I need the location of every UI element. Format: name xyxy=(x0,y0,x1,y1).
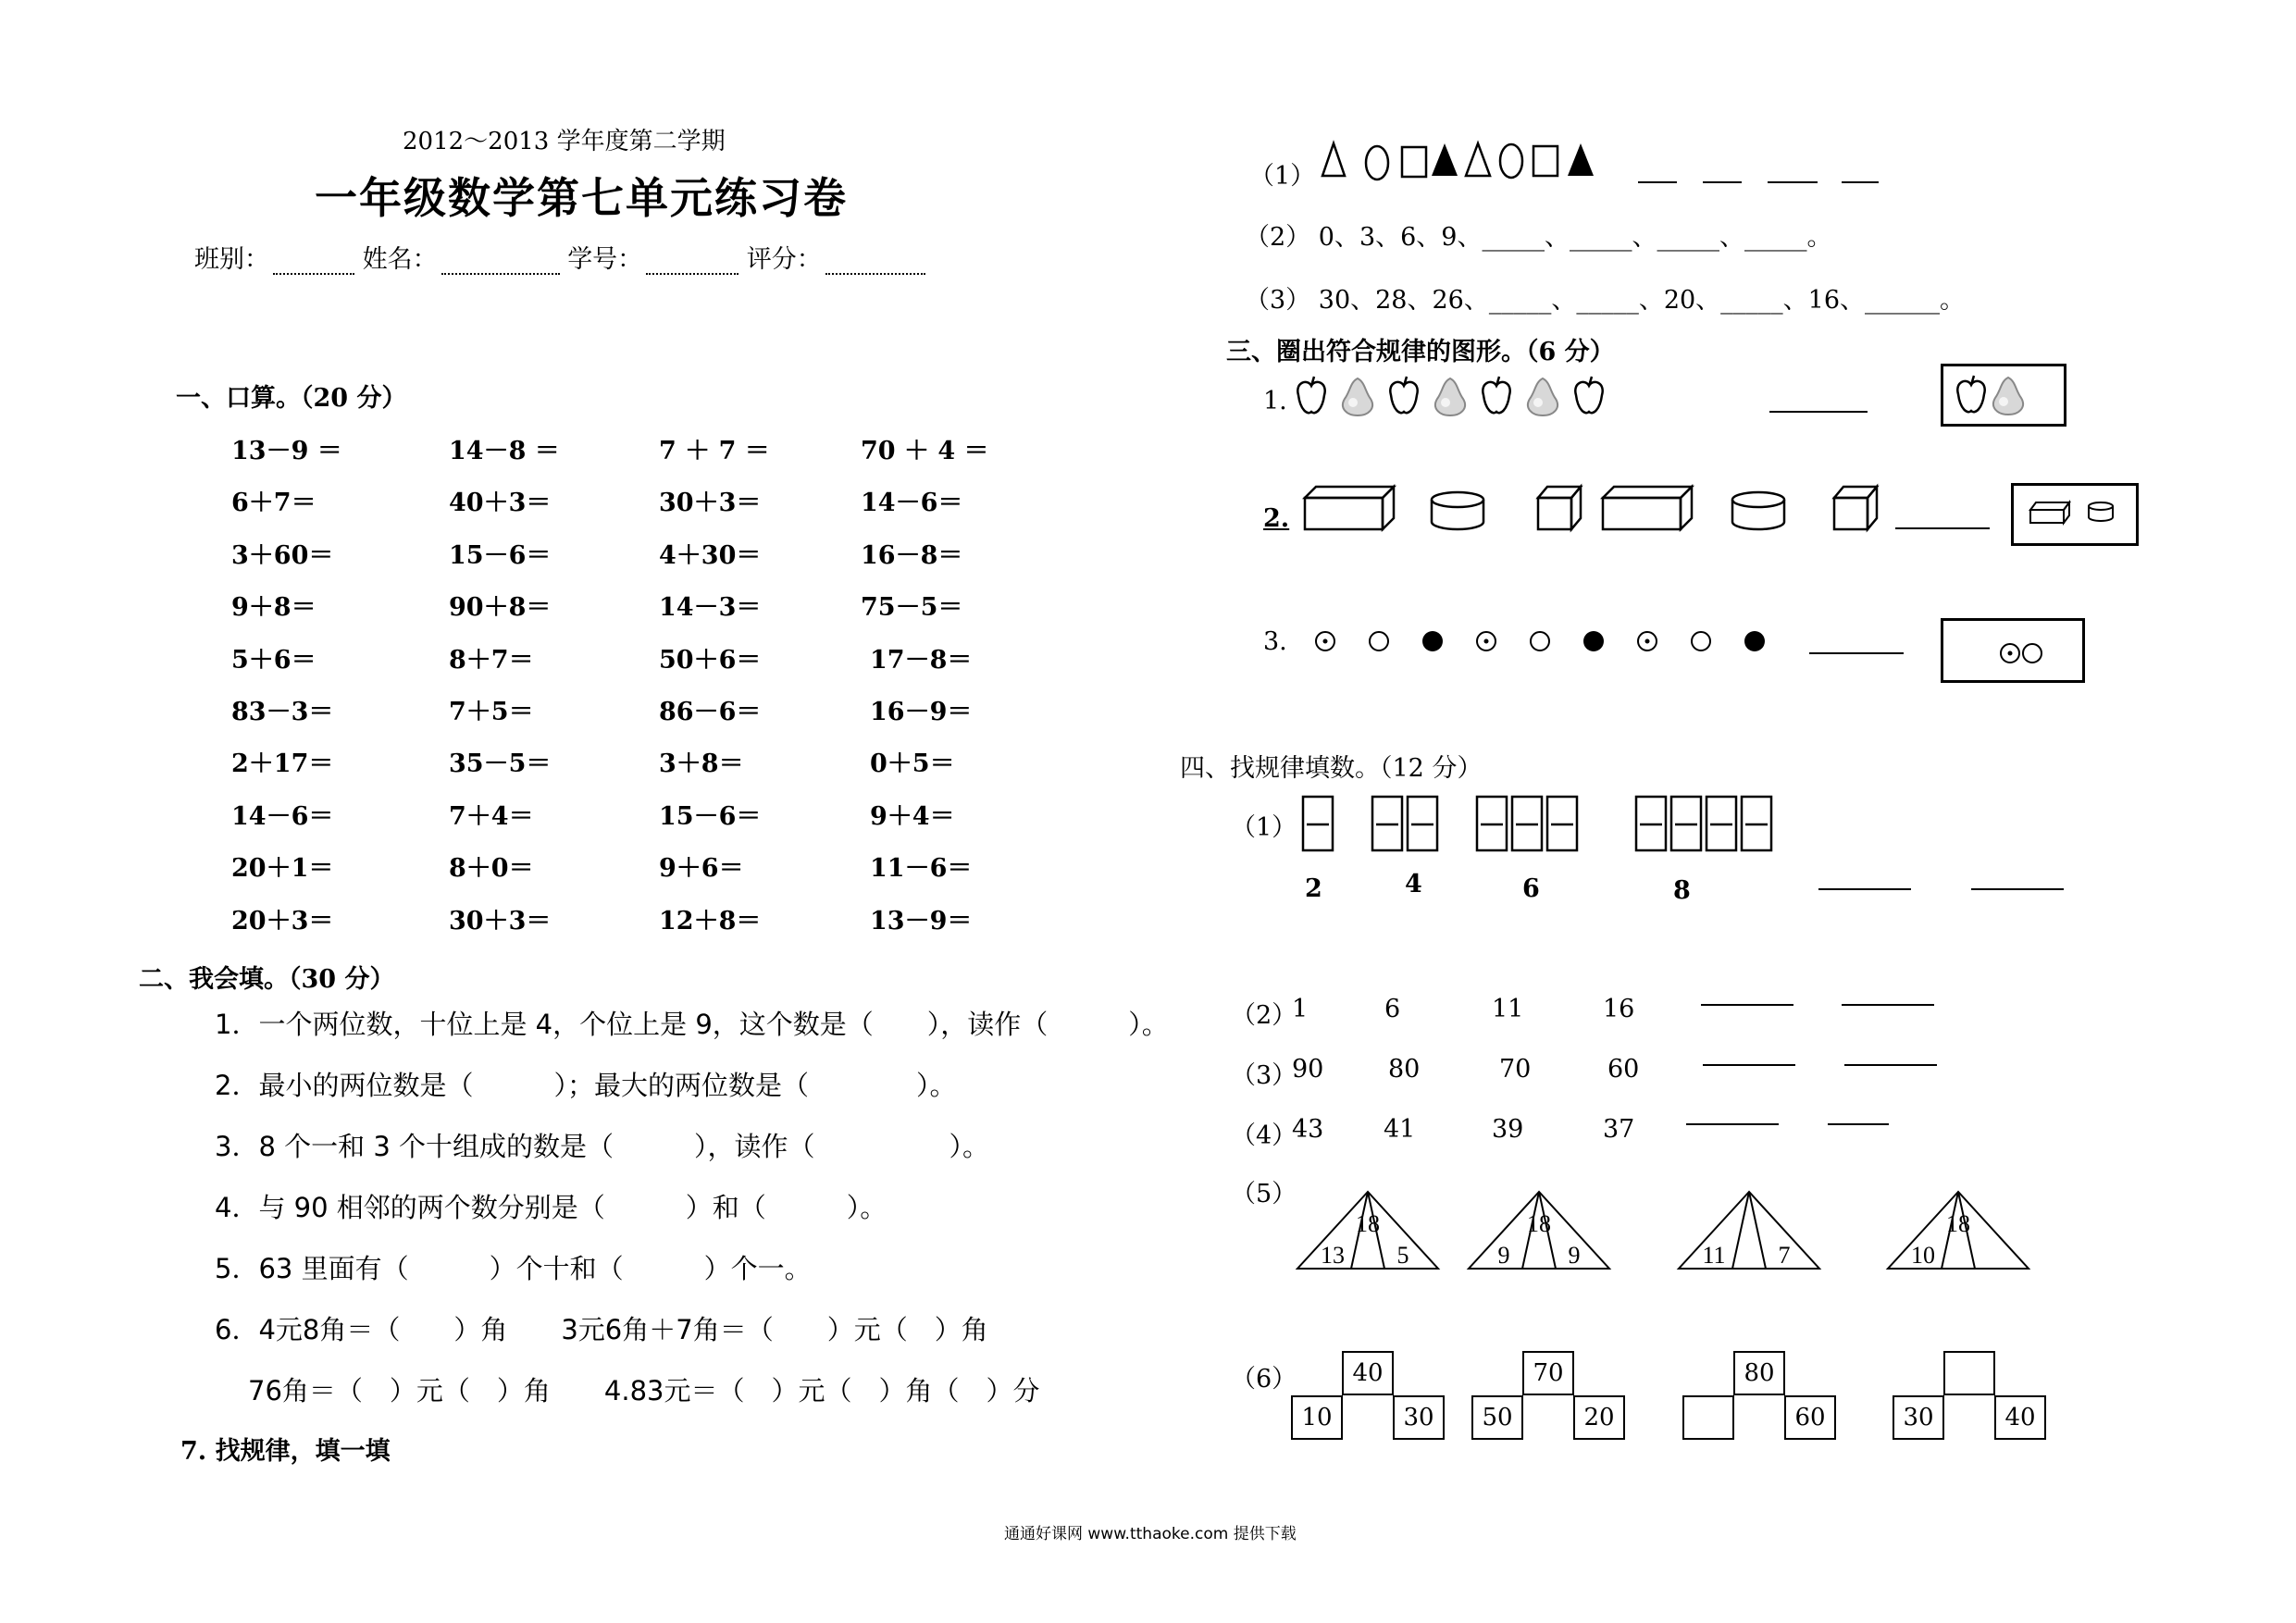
pear-icon xyxy=(1435,378,1465,415)
p3-label: （3） xyxy=(1231,1061,1297,1090)
calc-item: 3＋8＝ xyxy=(659,750,744,779)
p2-n1: 1 xyxy=(1292,995,1309,1023)
apple-icon xyxy=(1575,377,1602,413)
id-label: 学号： xyxy=(567,245,643,274)
pyramid-top-cell[interactable] xyxy=(1943,1351,1995,1395)
fill-item-1: 1．一个两位数，十位上是 4，个位上是 9，这个数是（ ），读作（ ）。 xyxy=(215,1009,1169,1040)
p6-label: （6） xyxy=(1231,1365,1297,1394)
pyramid-top-cell[interactable]: 40 xyxy=(1342,1351,1394,1395)
s3-option-box-2[interactable] xyxy=(2011,483,2139,546)
p5-label: （5） xyxy=(1231,1180,1297,1208)
calc-item: 8＋0＝ xyxy=(449,854,534,884)
fill-item-6b: 76角＝（ ）元（ ）角 4.83元＝（ ）元（ ）角（ ）分 xyxy=(248,1375,1040,1406)
apple-icon xyxy=(1390,377,1417,413)
triangle-right-value: 5 xyxy=(1396,1242,1409,1269)
number-triangle xyxy=(1465,1187,1613,1275)
cube-icon xyxy=(1538,487,1581,529)
fill-item-7: 7. 找规律，填一填 xyxy=(180,1437,391,1466)
p1-label: （1） xyxy=(1231,813,1297,842)
calc-item: 35－5＝ xyxy=(449,750,552,779)
calc-item: 14－6＝ xyxy=(861,489,963,518)
s3-label-1: 1. xyxy=(1263,387,1287,415)
calc-item: 4＋30＝ xyxy=(659,540,762,570)
calc-item: 70 ＋ 4 ＝ xyxy=(861,437,989,465)
counting-box-icon xyxy=(1303,797,1333,850)
pear-icon xyxy=(1528,378,1558,415)
calc-item: 3＋60＝ xyxy=(231,540,334,570)
p3-n4: 60 xyxy=(1607,1055,1640,1084)
class-label: 班别： xyxy=(194,245,269,274)
calc-item: 2＋17＝ xyxy=(231,750,334,779)
open-circle-icon xyxy=(1692,632,1710,650)
calc-item: 13－9＝ xyxy=(870,906,973,935)
calc-item: 13－9 ＝ xyxy=(231,437,342,465)
cylinder-icon xyxy=(1732,492,1784,529)
solid-sequence xyxy=(1305,481,1897,546)
counting-box-icon xyxy=(1477,797,1507,850)
p3-n3: 70 xyxy=(1499,1055,1532,1084)
s3-answer-2[interactable] xyxy=(1895,527,1990,529)
calc-item: 9＋4＝ xyxy=(870,801,955,831)
oval-outline-icon xyxy=(1500,144,1522,178)
calc-item: 75－5＝ xyxy=(861,593,963,623)
cube-icon xyxy=(1834,487,1877,529)
dotted-circle-icon xyxy=(1316,632,1334,650)
footer-source: 通通好课网 www.tthaoke.com 提供下载 xyxy=(1004,1525,1297,1543)
p4-label: （4） xyxy=(1231,1121,1297,1150)
pear-icon xyxy=(1993,378,2023,415)
p4-n1: 43 xyxy=(1292,1115,1324,1144)
triangle-top-value: 18 xyxy=(1946,1210,1970,1237)
section1-title: 一、口算。（20 分） xyxy=(176,384,407,413)
p1-answer-b[interactable] xyxy=(1971,888,2064,890)
triangle-right-value: 7 xyxy=(1778,1242,1791,1269)
apple-icon xyxy=(1483,377,1509,413)
calc-item: 0＋5＝ xyxy=(870,750,955,779)
p1-num-4: 4 xyxy=(1405,870,1422,898)
calc-item: 6＋7＝ xyxy=(231,489,316,518)
p3-answer-b[interactable] xyxy=(1844,1064,1937,1066)
fill-item-2: 2．最小的两位数是（ ）；最大的两位数是（ ）。 xyxy=(215,1070,957,1101)
p2-n3: 11 xyxy=(1492,995,1524,1023)
score-label: 评分： xyxy=(746,245,822,274)
calc-item: 83－3＝ xyxy=(231,698,334,726)
calc-item: 9＋8＝ xyxy=(231,593,316,623)
p3-n2: 80 xyxy=(1388,1055,1421,1084)
calc-item: 40＋3＝ xyxy=(449,489,552,518)
pyramid-right-cell[interactable]: 40 xyxy=(1994,1395,2046,1440)
p2-label: （2） xyxy=(1231,1001,1297,1030)
calc-item: 16－8＝ xyxy=(861,540,963,570)
dotted-circle-icon xyxy=(1638,632,1657,650)
calc-item: 50＋6＝ xyxy=(659,645,762,675)
p3-n1: 90 xyxy=(1292,1055,1324,1084)
name-field[interactable] xyxy=(441,251,560,275)
number-triangle xyxy=(1675,1187,1823,1275)
p2-n4: 16 xyxy=(1603,995,1635,1023)
triangle-left-value: 13 xyxy=(1321,1242,1345,1269)
square-outline-icon xyxy=(1402,147,1426,177)
calc-item: 8＋7＝ xyxy=(449,645,534,675)
triangle-left-value: 10 xyxy=(1911,1242,1935,1269)
filled-circle-icon xyxy=(1583,631,1604,651)
s3-option-box-3[interactable] xyxy=(1941,618,2085,683)
counting-box-icon xyxy=(1512,797,1542,850)
s3-label-3: 3. xyxy=(1263,627,1287,656)
calc-item: 5＋6＝ xyxy=(231,645,316,675)
counting-box-icon xyxy=(1372,797,1402,850)
apple-icon xyxy=(1297,377,1324,413)
pyramid-top-cell[interactable]: 80 xyxy=(1733,1351,1785,1395)
number-triangle xyxy=(1884,1187,2032,1275)
calc-item: 90＋8＝ xyxy=(449,593,552,623)
counting-box-icon xyxy=(1636,797,1666,850)
cylinder-icon xyxy=(1432,492,1483,529)
p2-answer-a[interactable] xyxy=(1701,1004,1793,1006)
calc-item: 86－6＝ xyxy=(659,698,762,726)
score-field[interactable] xyxy=(825,251,925,275)
calc-item: 15－6＝ xyxy=(449,540,552,570)
p2-answer-b[interactable] xyxy=(1842,1004,1934,1006)
pyramid-right-cell[interactable]: 60 xyxy=(1784,1395,1836,1440)
student-info-line xyxy=(194,239,925,275)
p1-answer-a[interactable] xyxy=(1818,888,1911,890)
triangle-right-value: 9 xyxy=(1568,1242,1581,1269)
cuboid-icon xyxy=(1305,487,1394,529)
pyramid-left-cell[interactable]: 10 xyxy=(1291,1395,1343,1440)
pattern-q1-label: （1） xyxy=(1249,162,1316,191)
section2-title: 二、我会填。（30 分） xyxy=(139,965,395,994)
p1-num-2: 2 xyxy=(1305,874,1322,903)
p3-answer-a[interactable] xyxy=(1703,1064,1795,1066)
number-triangle xyxy=(1294,1187,1442,1275)
p1-num-8: 8 xyxy=(1673,876,1691,905)
counting-box-icon xyxy=(1408,797,1437,850)
exam-title: 一年级数学第七单元练习卷 xyxy=(315,173,848,223)
fill-item-6: 6．4元8角＝（ ）角 3元6角＋7角＝（ ）元（ ）角 xyxy=(215,1314,988,1345)
s3-answer-3[interactable] xyxy=(1809,652,1904,654)
square-outline-icon xyxy=(1533,146,1558,176)
counting-box-icon xyxy=(1706,797,1736,850)
open-circle-icon xyxy=(1531,632,1549,650)
fill-item-3: 3．8 个一和 3 个十组成的数是（ ），读作（ ）。 xyxy=(215,1131,990,1162)
p4-answer-a[interactable] xyxy=(1686,1123,1779,1125)
counting-box-rows xyxy=(1296,791,1814,865)
q1-answer-blanks[interactable] xyxy=(1638,181,1888,183)
calc-item: 11－6＝ xyxy=(870,854,973,884)
calc-item: 20＋1＝ xyxy=(231,854,334,884)
class-field[interactable] xyxy=(273,251,354,275)
section3-title: 三、圈出符合规律的图形。（6 分） xyxy=(1226,338,1615,366)
calc-item: 9＋6＝ xyxy=(659,854,744,884)
fill-item-4: 4．与 90 相邻的两个数分别是（ ）和（ ）。 xyxy=(215,1192,887,1223)
pyramid-left-cell[interactable]: 30 xyxy=(1893,1395,1944,1440)
triangle-left-value: 9 xyxy=(1497,1242,1510,1269)
triangle-outline-icon xyxy=(1322,143,1345,176)
calc-item: 30＋3＝ xyxy=(449,906,552,935)
p4-answer-b[interactable] xyxy=(1828,1123,1889,1125)
id-field[interactable] xyxy=(646,251,738,275)
pyramid-right-cell[interactable]: 20 xyxy=(1573,1395,1625,1440)
calc-item: 7＋4＝ xyxy=(449,801,534,831)
name-label: 姓名： xyxy=(362,245,438,274)
calc-item: 14－8 ＝ xyxy=(449,437,560,465)
calc-item: 17－8＝ xyxy=(870,645,973,675)
s3-option-box-1[interactable] xyxy=(1941,364,2066,427)
triangle-top-value: 18 xyxy=(1356,1210,1380,1237)
shape-sequence xyxy=(1319,139,1633,185)
term-subtitle: 2012～2013 学年度第二学期 xyxy=(403,128,726,155)
calc-item: 15－6＝ xyxy=(659,801,762,831)
calc-item: 7＋5＝ xyxy=(449,698,534,726)
calc-item: 14－3＝ xyxy=(659,593,762,623)
triangle-filled-icon xyxy=(1432,143,1458,176)
s3-answer-1[interactable] xyxy=(1769,411,1868,413)
triangle-outline-icon xyxy=(1466,143,1490,176)
calc-item: 20＋3＝ xyxy=(231,906,334,935)
pyramid-left-cell[interactable] xyxy=(1682,1395,1734,1440)
fruit-sequence xyxy=(1291,375,1754,430)
fill-item-5: 5．63 里面有（ ）个十和（ ）个一。 xyxy=(215,1253,812,1284)
p4-n2: 41 xyxy=(1384,1115,1416,1144)
triangle-left-value: 11 xyxy=(1702,1242,1726,1269)
section4-title: 四、找规律填数。（12 分） xyxy=(1180,754,1483,783)
dotted-circle-icon xyxy=(1477,632,1496,650)
cuboid-icon xyxy=(1603,487,1692,529)
calc-item: 16－9＝ xyxy=(870,698,973,726)
triangle-top-value: 18 xyxy=(1527,1210,1551,1237)
calc-item: 14－6＝ xyxy=(231,801,334,831)
apple-icon xyxy=(1957,376,1984,412)
counting-box-icon xyxy=(1547,797,1577,850)
oval-outline-icon xyxy=(1366,146,1388,180)
pattern-q2: （2） 0、3、6、9、_____、_____、_____、_____。 xyxy=(1245,223,1832,252)
dot-sequence xyxy=(1314,623,1795,660)
counting-box-icon xyxy=(1671,797,1701,850)
calc-item: 7 ＋ 7 ＝ xyxy=(659,437,770,465)
pear-icon xyxy=(1343,378,1372,415)
filled-circle-icon xyxy=(1422,631,1443,651)
filled-circle-icon xyxy=(1744,631,1765,651)
pyramid-top-cell[interactable]: 70 xyxy=(1522,1351,1574,1395)
triangle-filled-icon xyxy=(1568,143,1594,176)
pattern-q3: （3） 30、28、26、_____、_____、20、_____、16、______。 xyxy=(1245,286,1966,315)
calc-item: 30＋3＝ xyxy=(659,489,762,518)
pyramid-right-cell[interactable]: 30 xyxy=(1393,1395,1445,1440)
s3-label-2: 2. xyxy=(1263,504,1290,533)
p1-num-6: 6 xyxy=(1522,874,1540,903)
p4-n4: 37 xyxy=(1603,1115,1635,1144)
open-circle-icon xyxy=(1370,632,1388,650)
pyramid-left-cell[interactable]: 50 xyxy=(1471,1395,1523,1440)
calc-item: 12＋8＝ xyxy=(659,906,762,935)
p2-n2: 6 xyxy=(1384,995,1401,1023)
p4-n3: 39 xyxy=(1492,1115,1524,1144)
counting-box-icon xyxy=(1742,797,1771,850)
